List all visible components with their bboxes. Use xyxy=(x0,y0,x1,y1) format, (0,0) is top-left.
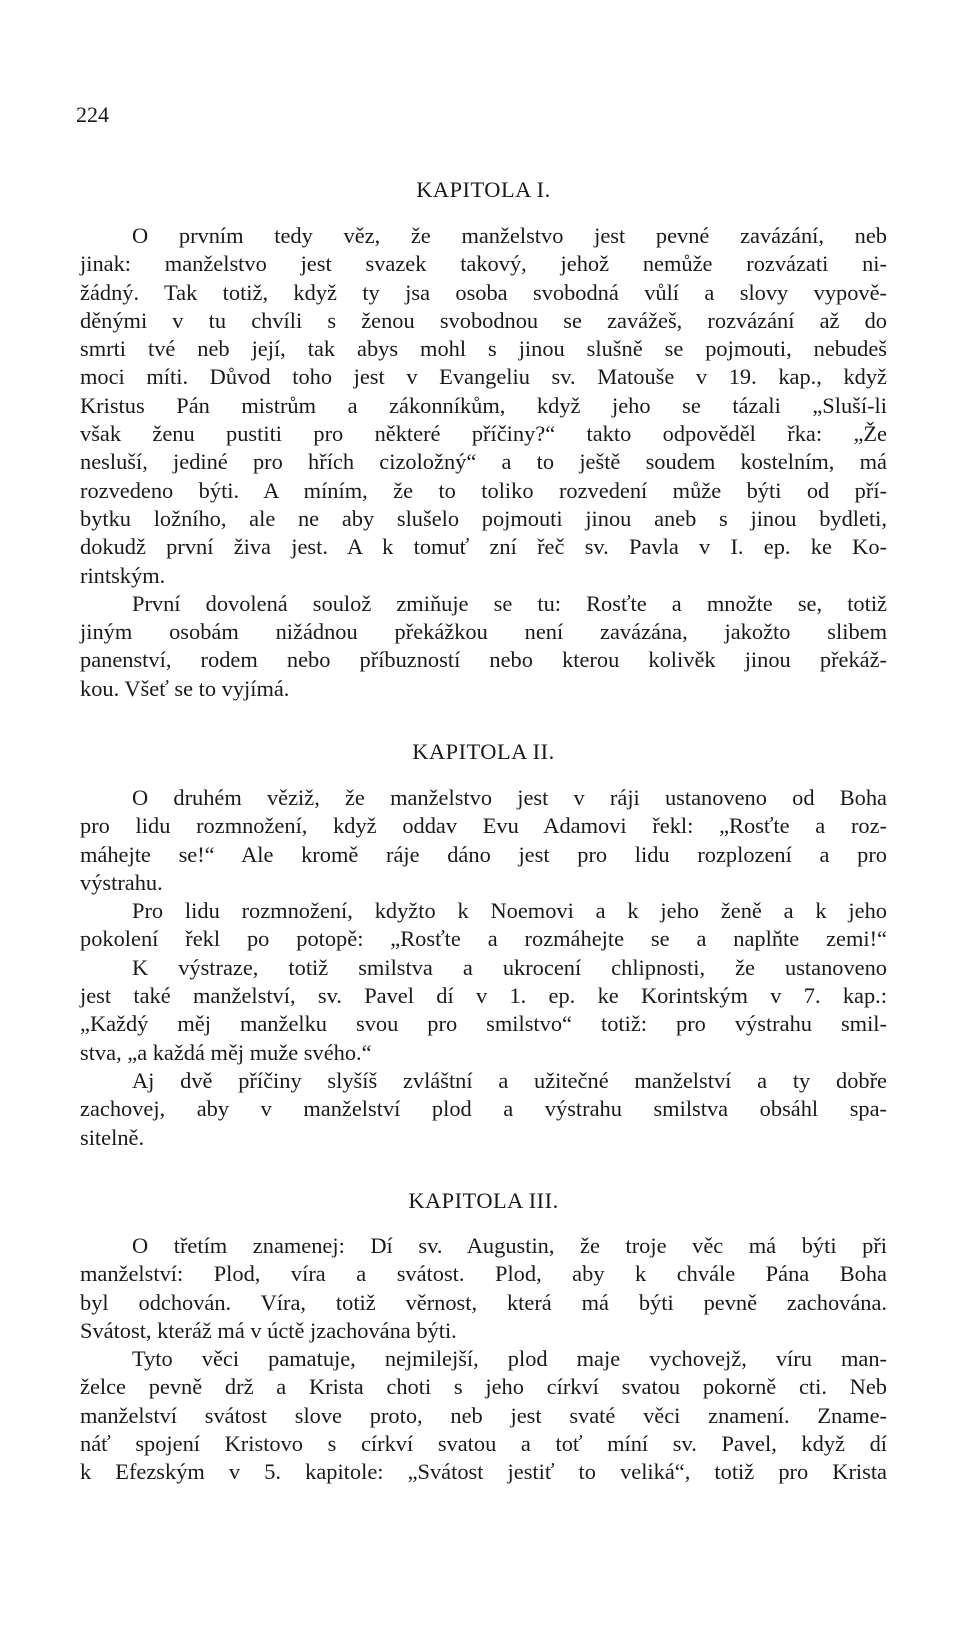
text-line: jest také manželství, sv. Pavel dí v 1. ep. ke Korintským v 7. kap.: xyxy=(80,983,887,1009)
text-line: pokolení řekl po potopě: „Rosťte a rozmáhejte se a naplňte zemi!“ xyxy=(80,926,887,952)
text-line: O třetím znamenej: Dí sv. Augustin, že troje věc má býti při xyxy=(132,1233,887,1258)
text-line: výstrahu. xyxy=(80,869,163,895)
text-line: Svátost, kteráž má v úctě jzachována býti. xyxy=(80,1317,457,1343)
text-line: sitelně. xyxy=(80,1124,145,1150)
text-line: moci míti. Důvod toho jest v Evangeliu sv. Matouše v 19. kap., když xyxy=(80,364,887,390)
chapter-heading: KAPITOLA I. xyxy=(416,177,551,202)
text-line: jinak: manželstvo jest svazek takový, jehož nemůže rozvázati ni- xyxy=(80,251,887,277)
chapter-text xyxy=(80,784,887,1152)
text-line: stva, „a každá měj muže svého.“ xyxy=(80,1039,372,1065)
text-line: zachovej, aby v manželství plod a výstrahu smilstva obsáhl spa- xyxy=(80,1096,887,1122)
text-line: První dovolená soulož zmiňuje se tu: Rosťte a množte se, totiž xyxy=(132,590,887,616)
text-line: Pro lidu rozmnožení, kdyžto k Noemovi a k jeho ženě a k jeho xyxy=(132,898,887,924)
chapter-text xyxy=(80,1232,887,1487)
text-line: pro lidu rozmnožení, když oddav Evu Adamovi řekl: „Rosťte a roz- xyxy=(80,813,887,839)
text-line: manželství svátost slove proto, neb jest svaté věci znamení. Zname- xyxy=(80,1402,887,1428)
text-line: dokudž první živa jest. A k tomuť zní řeč sv. Pavla v I. ep. ke Ko- xyxy=(80,534,887,560)
text-line: náť spojení Kristovo s církví svatou a toť míní sv. Pavel, když dí xyxy=(80,1431,887,1457)
chapter-heading: KAPITOLA II. xyxy=(412,739,555,764)
text-line: bytku ložního, ale ne aby slušelo pojmouti jinou aneb s jinou bydleti, xyxy=(80,505,887,531)
chapter-heading: KAPITOLA III. xyxy=(408,1188,559,1213)
text-line: však ženu pustiti pro některé příčiny?“ takto odpověděl řka: „Že xyxy=(80,421,887,447)
text-line: byl odchován. Víra, totiž věrnost, která má býti pevně zachována. xyxy=(80,1289,887,1315)
text-line: kou. Všeť se to vyjímá. xyxy=(80,675,290,701)
chapter-text xyxy=(80,222,887,703)
text-line: O prvním tedy věz, že manželstvo jest pevné zavázání, neb xyxy=(132,223,887,248)
text-line: Tyto věci pamatuje, nejmilejší, plod maje vychovejž, víru man- xyxy=(132,1346,887,1372)
text-line: žádný. Tak totiž, když ty jsa osoba svobodná vůlí a slovy vypově- xyxy=(80,279,887,305)
text-line: máhejte se!“ Ale kromě ráje dáno jest pro lidu rozplození a pro xyxy=(80,841,887,867)
text-line: želce pevně drž a Krista choti s jeho církví svatou pokorně cti. Neb xyxy=(80,1374,887,1400)
text-line: O druhém věziž, že manželstvo jest v ráji ustanoveno od Boha xyxy=(132,785,887,810)
text-line: rozvedeno býti. A míním, že to toliko rozvedení může býti od pří- xyxy=(80,477,887,503)
text-line: panenství, rodem nebo příbuzností nebo kterou kolivěk jinou překáž- xyxy=(80,647,887,673)
text-line: jiným osobám nižádnou překážkou není zavázána, jakožto slibem xyxy=(80,619,887,645)
text-line: „Každý měj manželku svou pro smilstvo“ totiž: pro výstrahu smil- xyxy=(80,1011,887,1037)
text-line: Kristus Pán mistrům a zákonníkům, když jeho se tázali „Sluší-li xyxy=(80,392,887,418)
text-line: Aj dvě příčiny slyšíš zvláštní a užitečné manželství a ty dobře xyxy=(132,1067,887,1093)
text-line: k Efezským v 5. kapitole: „Svátost jestiť to veliká“, totiž pro Krista xyxy=(80,1459,887,1485)
text-line: manželství: Plod, víra a svátost. Plod, aby k chvále Pána Boha xyxy=(80,1261,887,1287)
text-line: nesluší, jediné pro hřích cizoložný“ a to ještě soudem kostelním, má xyxy=(80,449,887,475)
text-line: smrti tvé neb její, tak abys mohl s jinou slušně se pojmouti, nebudeš xyxy=(80,336,887,362)
page-number: 224 xyxy=(76,102,109,127)
text-line: rintským. xyxy=(80,562,166,588)
text-line: K výstraze, totiž smilstva a ukrocení chlipnosti, že ustanoveno xyxy=(132,954,887,980)
text-line: děnými v tu chvíli s ženou svobodnou se zavážeš, rozvázání až do xyxy=(80,307,887,333)
